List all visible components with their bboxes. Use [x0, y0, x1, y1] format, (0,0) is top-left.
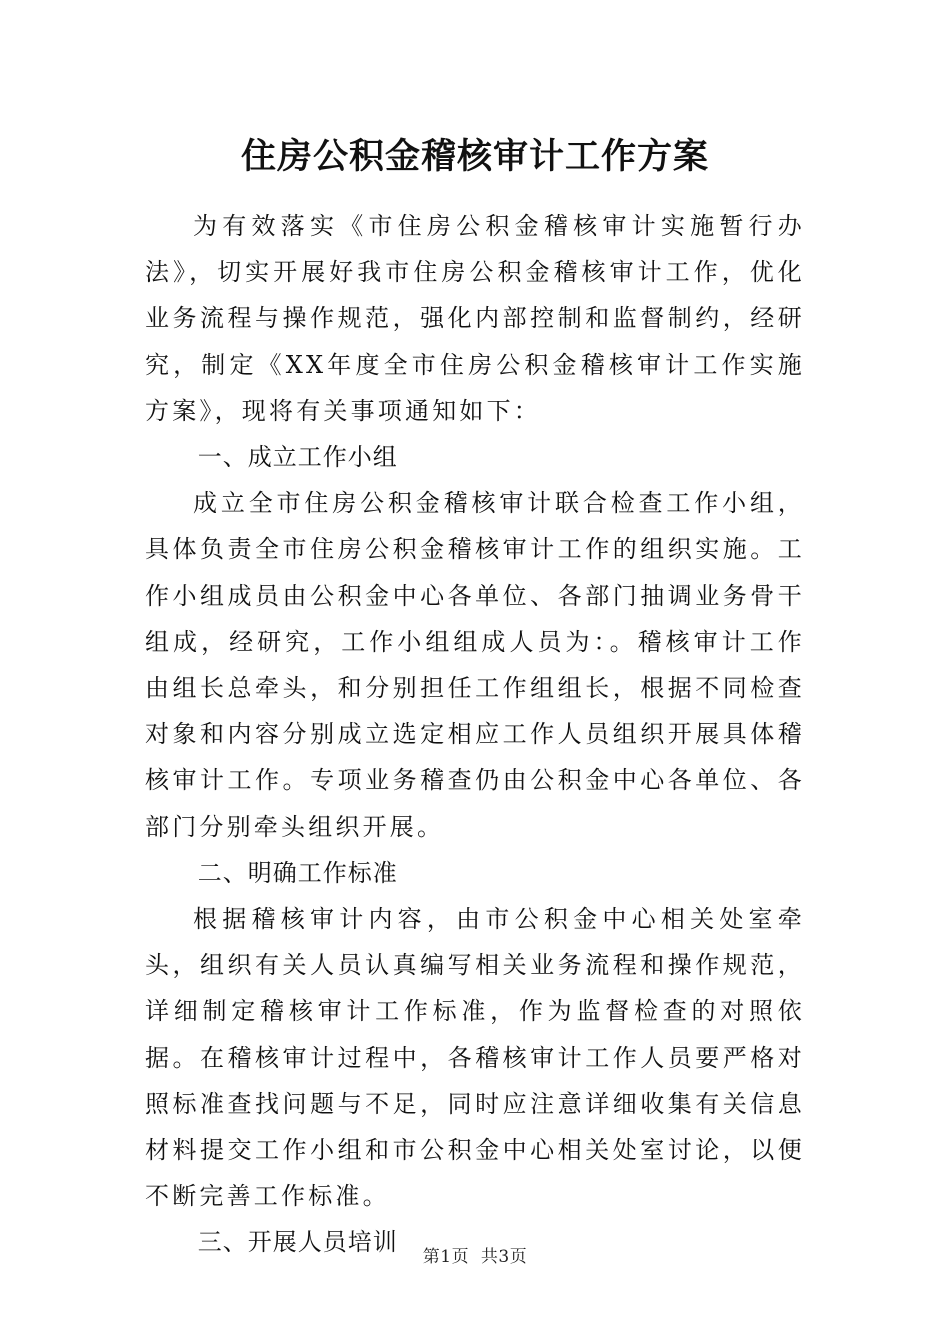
section-body-2: 根据稽核审计内容，由市公积金中心相关处室牵头，组织有关人员认真编写相关业务流程和操作规范，详细制定稽核审计工作标准，作为监督检查的对照依据。在稽核审计过程中，各稽核审计工作人员要严格对照标准查找问题与不足，同时应注意详细收集有关信息材料提交工作小组和市公积金中心相关处室讨论，以便不断完善工作标准。 — [145, 905, 805, 1211]
section-heading-2: 二、明确工作标准 — [197, 858, 398, 887]
page-footer — [0, 1242, 950, 1267]
page-total: 共3页 — [480, 1247, 528, 1267]
section-heading-1: 一、成立工作小组 — [197, 443, 398, 472]
section-body-1: 成立全市住房公积金稽核审计联合检查工作小组，具体负责全市住房公积金稽核审计工作的组织实施。工作小组成员由公积金中心各单位、各部门抽调业务骨干组成，经研究，工作小组组成人员为：。稽核审计工作由组长总牵头，和分别担任工作组组长，根据不同检查对象和内容分别成立选定相应工作人员组织开展具体稽核审计工作。专项业务稽查仍由公积金中心各单位、各部门分别牵头组织开展。 — [145, 489, 805, 841]
document-title: 住房公积金稽核审计工作方案 — [240, 136, 709, 177]
page-number: 第1页 — [422, 1247, 470, 1267]
section-heading-3: 三、开展人员培训 — [197, 1228, 398, 1257]
document-body — [145, 203, 805, 1266]
intro-paragraph: 为有效落实《市住房公积金稽核审计实施暂行办法》，切实开展好我市住房公积金稽核审计工作，优化业务流程与操作规范，强化内部控制和监督制约，经研究，制定《XX年度全市住房公积金稽核审计工作实施方案》，现将有关事项通知如下： — [145, 212, 805, 425]
